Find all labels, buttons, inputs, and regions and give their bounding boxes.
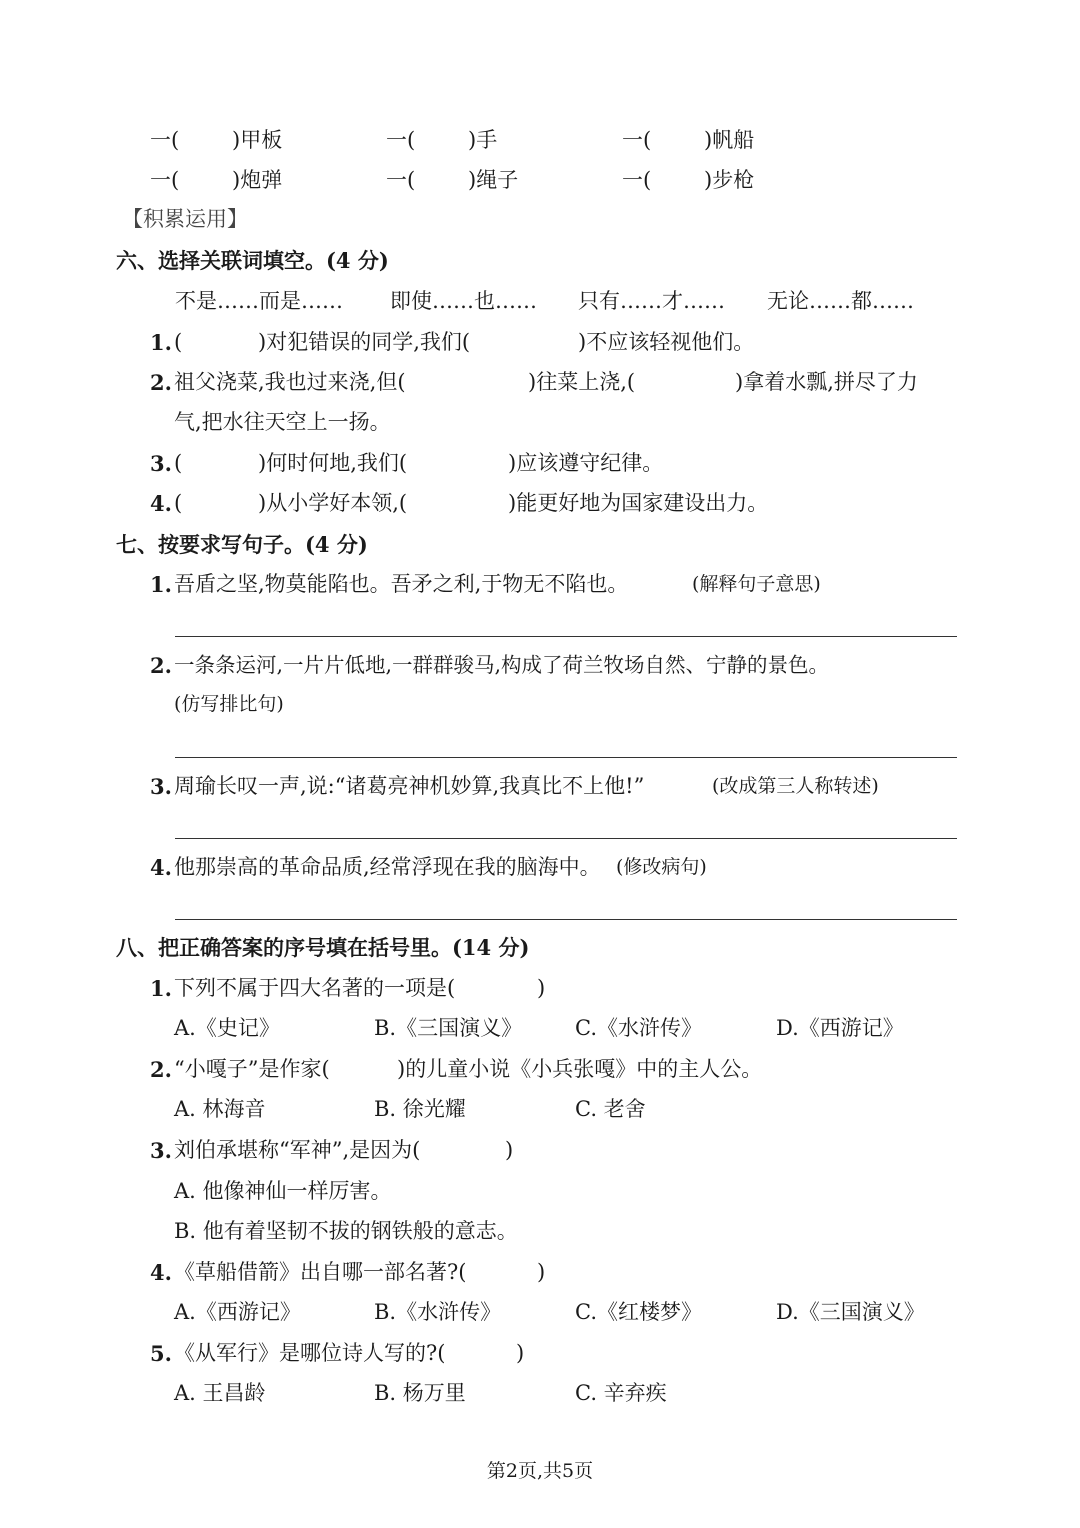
question-number: 3. — [150, 451, 172, 476]
question-text: 下列不属于四大名著的一项是( — [174, 976, 456, 1000]
conjunction-option: 无论……都…… — [767, 289, 914, 313]
answer-option: B. 他有着坚韧不拔的钢铁般的意志。 — [174, 1219, 518, 1243]
conjunction-option: 只有……才…… — [578, 289, 725, 313]
question-text: 他那崇高的革命品质,经常浮现在我的脑海中。 — [174, 855, 601, 879]
answer-option: C.《水浒传》 — [575, 1016, 702, 1040]
measure-word-suffix: )手 — [468, 128, 498, 152]
answer-option: A.《西游记》 — [174, 1300, 301, 1324]
answer-option: C.《红楼梦》 — [575, 1300, 702, 1324]
question-text: 《从军行》是哪位诗人写的?( — [174, 1341, 446, 1365]
answer-option: A. 他像神仙一样厉害。 — [174, 1179, 392, 1203]
conjunction-option: 即使……也…… — [390, 289, 537, 313]
measure-word-prefix: 一( — [150, 168, 180, 192]
answer-option: B.《三国演义》 — [374, 1016, 523, 1040]
question-number: 4. — [150, 1260, 172, 1285]
question-number: 1. — [150, 572, 172, 597]
question-number: 1. — [150, 976, 172, 1001]
question-text: )从小学好本领,( — [258, 491, 408, 515]
section-tag: 【积累运用】 — [122, 207, 248, 231]
question-text: ( — [174, 491, 183, 515]
measure-word-suffix: )甲板 — [232, 128, 283, 152]
measure-word-prefix: 一( — [386, 168, 416, 192]
answer-bracket-close: ) — [505, 1138, 514, 1162]
question-number: 4. — [150, 855, 172, 880]
measure-word-prefix: 一( — [622, 168, 652, 192]
measure-word-suffix: )绳子 — [468, 168, 519, 192]
question-text: )何时何地,我们( — [258, 451, 408, 475]
question-hint: (仿写排比句) — [174, 693, 284, 715]
measure-word-prefix: 一( — [150, 128, 180, 152]
answer-option: A. 王昌龄 — [174, 1381, 266, 1405]
question-hint: (改成第三人称转述) — [712, 775, 879, 797]
section-8-title: 八、把正确答案的序号填在括号里。(14 分) — [116, 935, 530, 960]
section-7-title: 七、按要求写句子。(4 分) — [116, 532, 368, 557]
question-text: )拿着水瓢,拼尽了力 — [735, 370, 918, 394]
question-text: “小嘎子”是作家( — [174, 1057, 330, 1081]
question-text: )能更好地为国家建设出力。 — [508, 491, 769, 515]
question-text: )应该遵守纪律。 — [508, 451, 664, 475]
question-number: 2. — [150, 653, 172, 678]
question-text: 一条条运河,一片片低地,一群群骏马,构成了荷兰牧场自然、宁静的景色。 — [174, 653, 830, 677]
answer-line[interactable] — [175, 919, 957, 920]
answer-bracket-close: ) — [516, 1341, 525, 1365]
answer-option: C. 老舍 — [575, 1097, 646, 1121]
question-number: 1. — [150, 330, 172, 355]
measure-word-suffix: )步枪 — [704, 168, 755, 192]
answer-option: C. 辛弃疾 — [575, 1381, 667, 1405]
question-text: 《草船借箭》出自哪一部名著?( — [174, 1260, 467, 1284]
question-text: ( — [174, 451, 183, 475]
answer-option: B. 徐光耀 — [374, 1097, 466, 1121]
question-text: ( — [174, 330, 183, 354]
answer-option: A.《史记》 — [174, 1016, 280, 1040]
question-text: 吾盾之坚,物莫能陷也。吾矛之利,于物无不陷也。 — [174, 572, 629, 596]
measure-word-prefix: 一( — [622, 128, 652, 152]
question-text: )的儿童小说《小兵张嘎》中的主人公。 — [397, 1057, 763, 1081]
answer-option: B. 杨万里 — [374, 1381, 466, 1405]
question-text-continued: 气,把水往天空上一扬。 — [174, 410, 391, 434]
conjunction-option: 不是……而是…… — [175, 289, 343, 313]
answer-option: B.《水浒传》 — [374, 1300, 502, 1324]
answer-line[interactable] — [175, 636, 957, 637]
answer-line[interactable] — [175, 838, 957, 839]
question-number: 2. — [150, 370, 172, 395]
question-text: 刘伯承堪称“军神”,是因为( — [174, 1138, 421, 1162]
answer-bracket-close: ) — [537, 1260, 546, 1284]
question-number: 3. — [150, 774, 172, 799]
question-number: 5. — [150, 1341, 172, 1366]
page-footer: 第2页,共5页 — [486, 1460, 594, 1482]
question-text: 周瑜长叹一声,说:“诸葛亮神机妙算,我真比不上他!” — [174, 774, 645, 798]
answer-bracket-close: ) — [537, 976, 546, 1000]
answer-line[interactable] — [175, 757, 957, 758]
answer-option: D.《西游记》 — [776, 1016, 904, 1040]
question-number: 3. — [150, 1138, 172, 1163]
measure-word-prefix: 一( — [386, 128, 416, 152]
question-text: )往菜上浇,( — [528, 370, 636, 394]
question-text: )不应该轻视他们。 — [578, 330, 755, 354]
answer-option: D.《三国演义》 — [776, 1300, 925, 1324]
question-hint: (解释句子意思) — [692, 573, 821, 595]
question-text: )对犯错误的同学,我们( — [258, 330, 471, 354]
question-number: 2. — [150, 1057, 172, 1082]
measure-word-suffix: )炮弹 — [232, 168, 283, 192]
measure-word-suffix: )帆船 — [704, 128, 755, 152]
question-number: 4. — [150, 491, 172, 516]
answer-option: A. 林海音 — [174, 1097, 266, 1121]
question-text: 祖父浇菜,我也过来浇,但( — [174, 370, 406, 394]
section-6-title: 六、选择关联词填空。(4 分) — [116, 248, 389, 273]
question-hint: (修改病句) — [616, 856, 707, 878]
